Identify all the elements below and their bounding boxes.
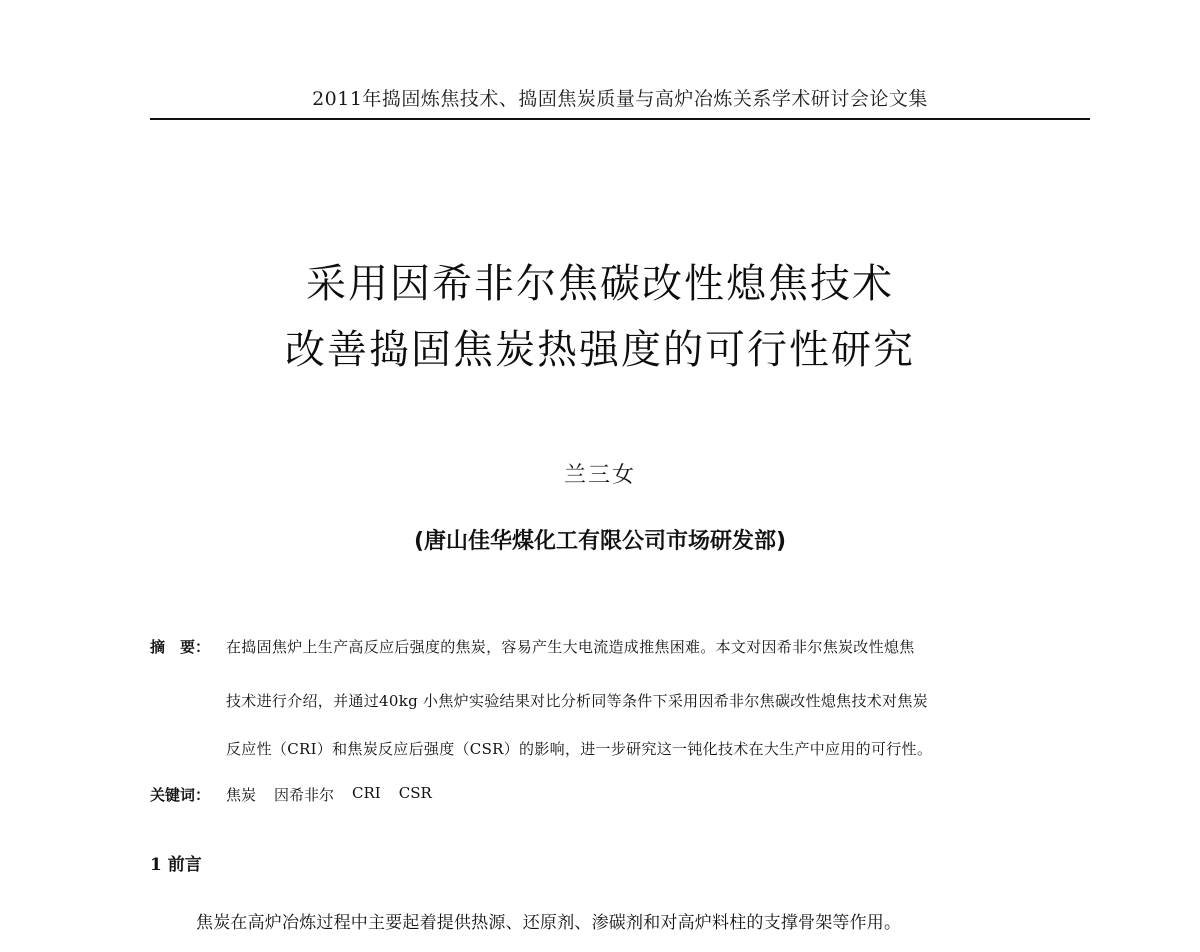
paper-title-line-2: 改善捣固焦炭热强度的可行性研究 xyxy=(285,327,915,373)
author-affiliation: (唐山佳华煤化工有限公司市场研发部) xyxy=(413,529,787,554)
body-paragraph-line: 焦炭在高炉冶炼过程中主要起着提供热源、还原剂、渗碳剂和对高炉料柱的支撑骨架等作用。 xyxy=(196,913,902,933)
keyword: CRI xyxy=(352,784,381,802)
paper-title-line-1: 采用因希非尔焦碳改性熄焦技术 xyxy=(306,261,894,307)
section-heading: 1 前言 xyxy=(150,855,202,875)
author-name: 兰三女 xyxy=(563,463,636,488)
abstract-line: 技术进行介绍，并通过40kg 小焦炉实验结果对比分析同等条件下采用因希非尔焦碳改性熄焦技术对焦炭 xyxy=(226,692,928,710)
keywords-list xyxy=(226,784,432,805)
abstract-line: 在捣固焦炉上生产高反应后强度的焦炭，容易产生大电流造成推焦困难。本文对因希非尔焦炭改性熄焦 xyxy=(226,638,915,656)
running-header: 2011年捣固炼焦技术、捣固焦炭质量与高炉冶炼关系学术研讨会论文集 xyxy=(312,88,928,110)
keyword: CSR xyxy=(398,784,432,802)
header-rule xyxy=(150,118,1090,120)
abstract-label: 摘 要： xyxy=(150,638,211,656)
keyword: 焦炭 xyxy=(226,786,257,804)
keyword: 因希非尔 xyxy=(274,786,335,804)
keywords-label: 关键词： xyxy=(150,786,211,804)
abstract-line: 反应性（CRI）和焦炭反应后强度（CSR）的影响，进一步研究这一钝化技术在大生产中应用的可行性。 xyxy=(226,740,933,758)
